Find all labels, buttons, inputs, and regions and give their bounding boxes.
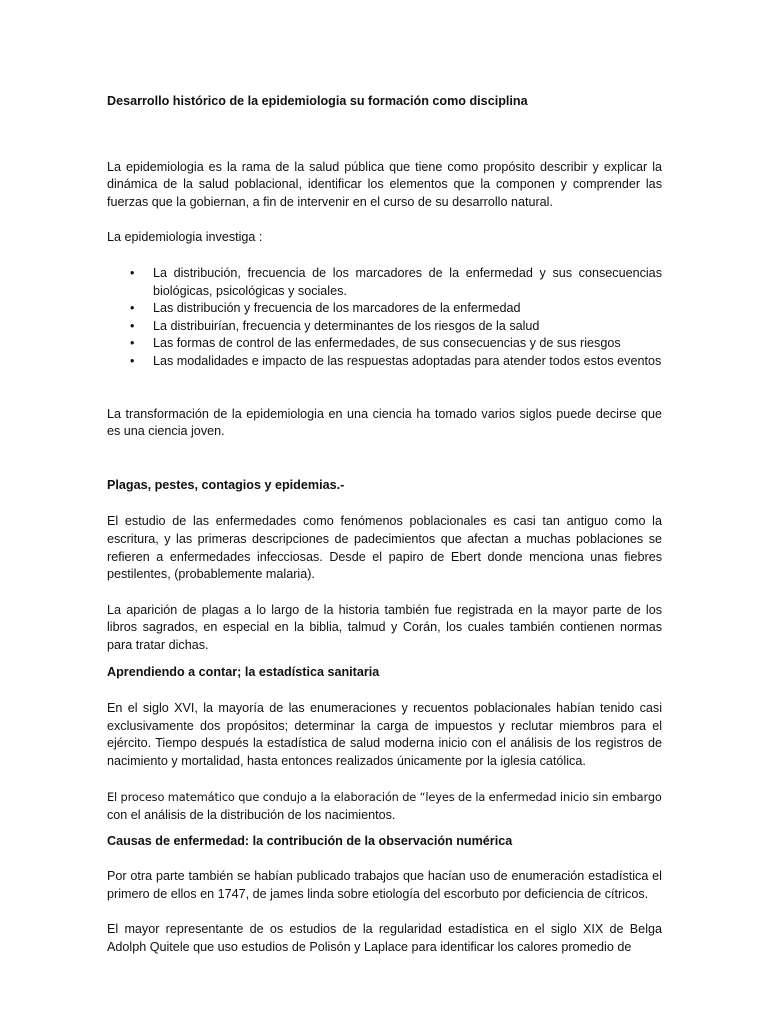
contar-heading: Aprendiendo a contar; la estadística sanitaria xyxy=(107,665,380,680)
list-item: • La distribución, frecuencia de los marcadores de la enfermedad y sus consecuencias biológicas, psicológicas y sociales. xyxy=(153,265,662,300)
causas-paragraph-1: Por otra parte también se habían publicado trabajos que hacían uso de enumeración estadística el primero de ellos en 1747, de james linda sobre etiología del escorbuto por deficiencia de cítricos. xyxy=(107,869,662,901)
contar-paragraph-2 xyxy=(107,789,662,824)
causas-heading: Causas de enfermedad: la contribución de la observación numérica xyxy=(107,833,513,848)
list-item: • Las formas de control de las enfermedades, de sus consecuencias y de sus riesgos xyxy=(153,335,662,353)
list-item: • Las modalidades e impacto de las respuestas adoptadas para atender todos estos eventos xyxy=(153,353,662,371)
intro-paragraph: La epidemiologia es la rama de la salud pública que tiene como propósito describir y explicar la dinámica de la salud poblacional, identificar los elementos que la componen y comprender las fuerzas que la gobiernan, a fin de intervenir en el curso de su desarrollo natural. xyxy=(107,159,662,209)
list-item: • Las distribución y frecuencia de los marcadores de la enfermedad xyxy=(153,300,662,318)
transformacion-paragraph: La transformación de la epidemiologia en una ciencia ha tomado varios siglos puede decirse que es una ciencia joven. xyxy=(107,406,662,439)
investiga-label: La epidemiologia investiga : xyxy=(107,230,263,245)
plagas-heading: Plagas, pestes, contagios y epidemias.- xyxy=(107,477,345,492)
contar-paragraph-1: En el siglo XVI, la mayoría de las enumeraciones y recuentos poblacionales habían tenido casi exclusivamente dos propósitos; determinar la carga de impuestos y reclutar miembros para el ejército. Tiempo después la estadística de salud moderna inicio con el análisis de los registros de nacimiento y mortalidad, hasta entonces realizados únicamente por la iglesia católica. xyxy=(107,701,662,768)
document-title: Desarrollo histórico de la epidemiologia su formación como disciplina xyxy=(107,94,528,108)
list-item: • La distribuirían, frecuencia y determinantes de los riesgos de la salud xyxy=(153,318,662,336)
investiga-list xyxy=(107,265,662,371)
contar-paragraph-2-line-1: El proceso matemático que condujo a la elaboración de “leyes de la enfermedad inicio sin embargo xyxy=(107,790,662,805)
plagas-paragraph-2: La aparición de plagas a lo largo de la historia también fue registrada en la mayor parte de los libros sagrados, en especial en la biblia, talmud y Corán, los cuales también contienen normas para tratar dichas. xyxy=(107,602,662,652)
causas-paragraph-2: El mayor representante de os estudios de la regularidad estadística en el siglo XIX de Belga Adolph Quitele que uso estudios de Polisón y Laplace para identificar los calores promedio de xyxy=(107,922,662,954)
contar-paragraph-2-line-2: con el análisis de la distribución de los nacimientos. xyxy=(107,808,396,823)
plagas-paragraph-1: El estudio de las enfermedades como fenómenos poblacionales es casi tan antiguo como la escritura, y las primeras descripciones de padecimientos que afectan a muchas poblaciones se refieren a enfermedades infecciosas. Desde el papiro de Ebert donde menciona unas fiebres pestilentes, (probablemente malaria). xyxy=(107,514,662,582)
